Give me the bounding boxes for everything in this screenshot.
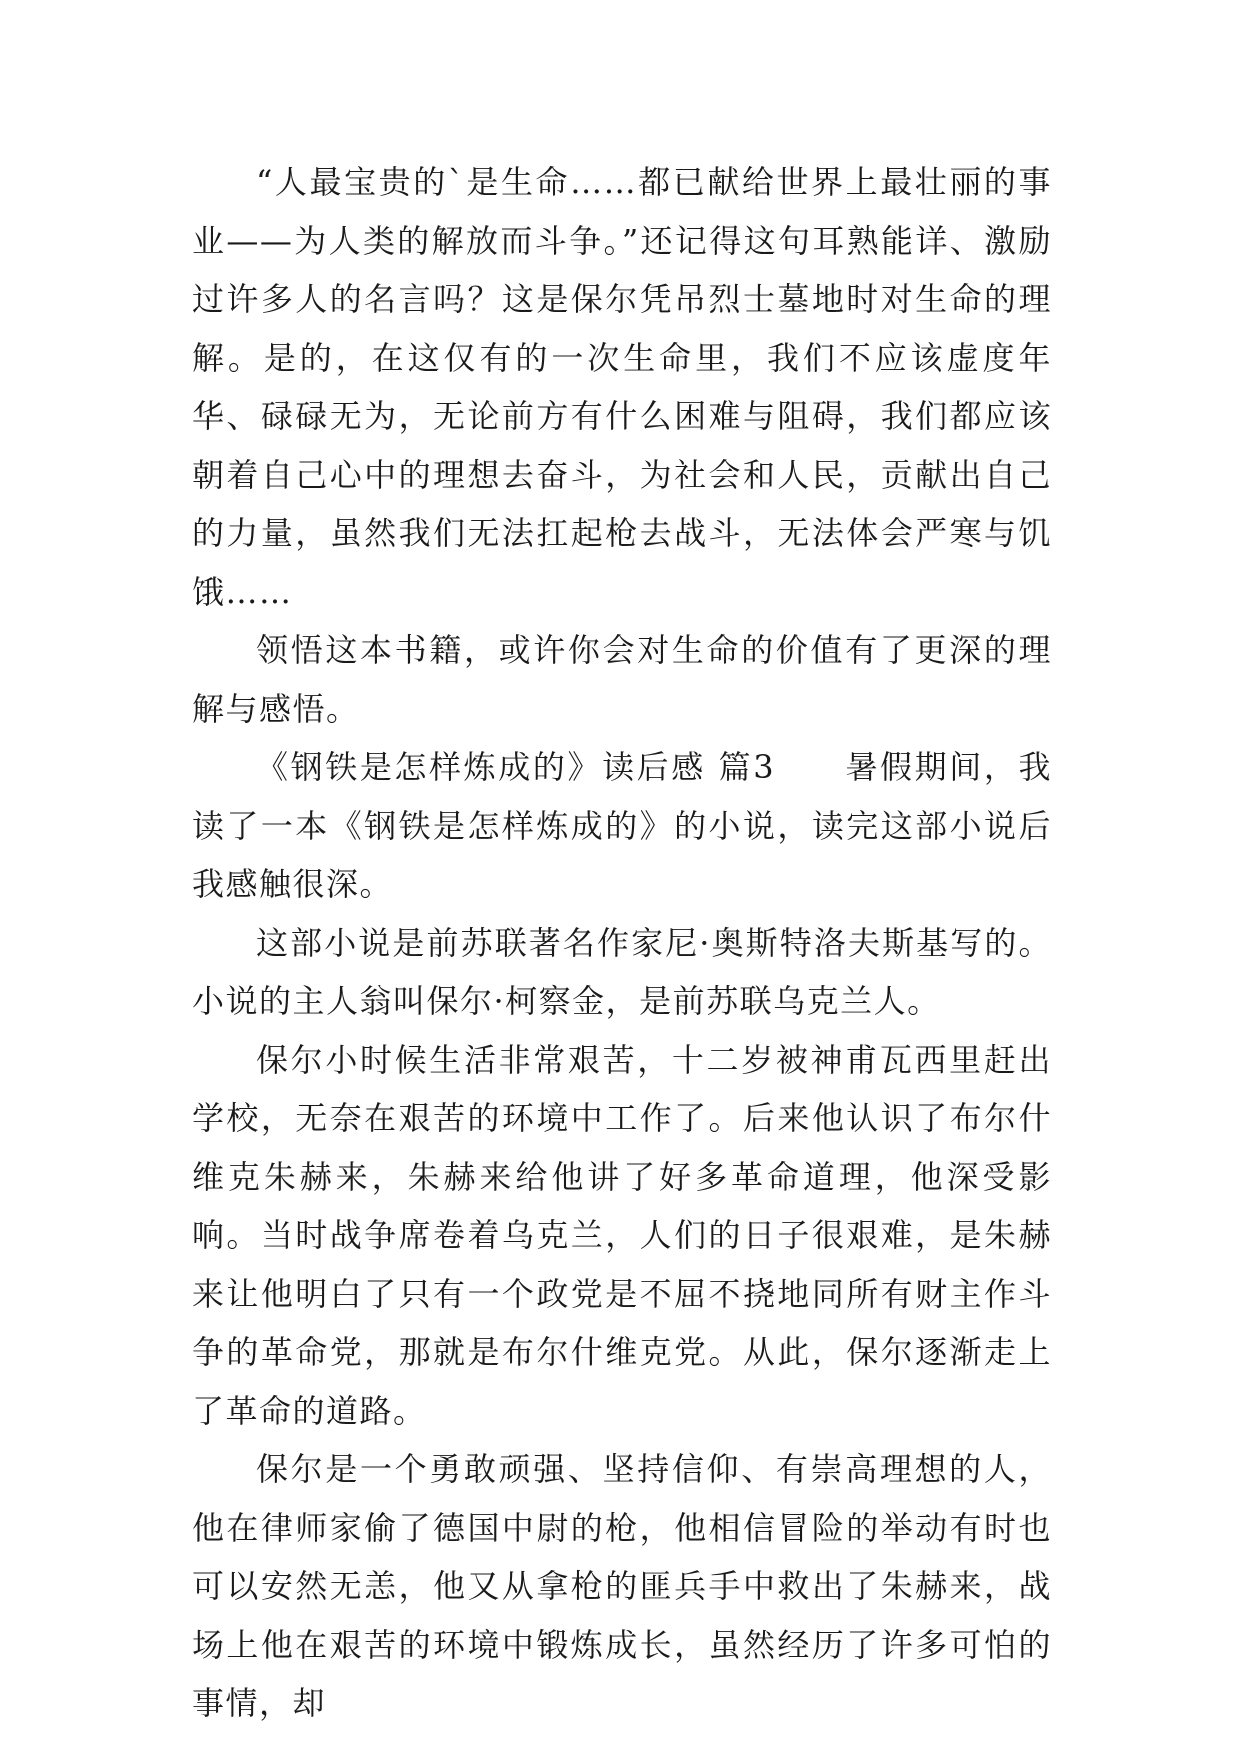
paragraph-childhood: 保尔小时候生活非常艰苦，十二岁被神甫瓦西里赶出学校，无奈在艰苦的环境中工作了。后来他认识了布尔什维克朱赫来，朱赫来给他讲了好多革命道理，他深受影响。当时战争席卷着乌克兰，人们的日子很艰难，是朱赫来让他明白了只有一个政党是不屈不挠地同所有财主作斗争的革命党，那就是布尔什维克党。从此，保尔逐渐走上了革命的道路。 <box>192 1040 1052 1430</box>
paragraph-character: 保尔是一个勇敢顽强、坚持信仰、有崇高理想的人，他在律师家偷了德国中尉的枪，他相信冒险的举动有时也可以安然无恙，他又从拿枪的匪兵手中救出了朱赫来，战场上他在艰苦的环境中锻炼成长，虽然经历了许多可怕的事情，却 <box>192 1450 1052 1722</box>
paragraph-author-intro: 这部小说是前苏联著名作家尼·奥斯特洛夫斯基写的。小说的主人翁叫保尔·柯察金，是前苏联乌克兰人。 <box>192 923 1052 1020</box>
paragraph-quote-reflection: “人最宝贵的`是生命……都已献给世界上最壮丽的事业——为人类的解放而斗争。”还记得这句耳熟能详、激励过许多人的名言吗？这是保尔凭吊烈士墓地时对生命的理解。是的，在这仅有的一次生命里，我们不应该虚度年华、碌碌无为，无论前方有什么困难与阻碍，我们都应该朝着自己心中的理想去奋斗，为社会和人民，贡献出自己的力量，虽然我们无法扛起枪去战斗，无法体会严寒与饥饿…… <box>192 163 1052 611</box>
paragraph-insight: 领悟这本书籍，或许你会对生命的价值有了更深的理解与感悟。 <box>192 631 1052 728</box>
paragraph-essay-3-intro: 《钢铁是怎样炼成的》读后感 篇3 暑假期间，我读了一本《钢铁是怎样炼成的》的小说，读完这部小说后我感触很深。 <box>192 748 1052 903</box>
document-body <box>192 153 1052 1733</box>
